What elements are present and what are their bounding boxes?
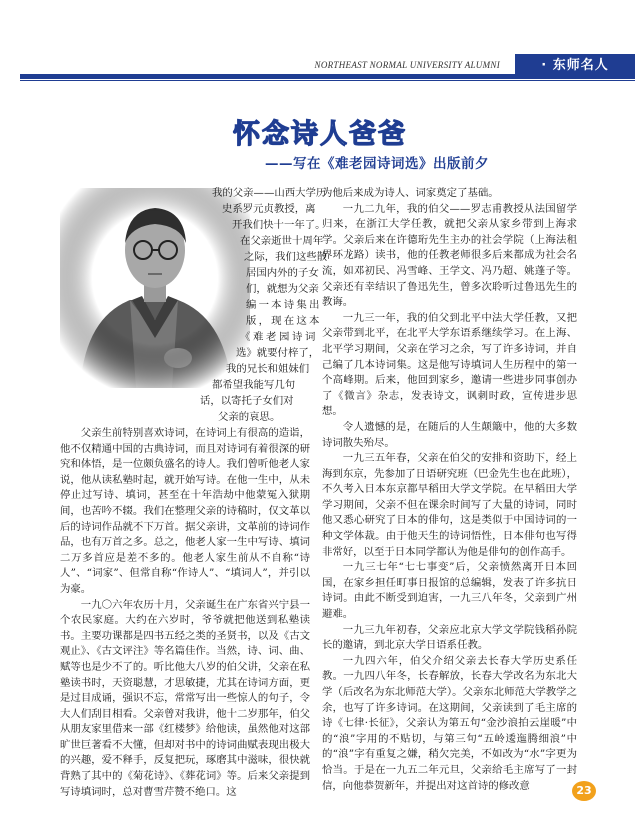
paragraph: 一九二九年，我的伯父——罗志甫教授从法国留学归来，在浙江大学任教，就把父亲从家乡带到上海求学。父亲后来在许德珩先生主办的社会学院（上海法租界环龙路）读书，他的任教老师很多后来都成为社会名流，如邓初民、冯雪峰、王学文、冯乃超、姚蓬子等。父亲还有幸结识了鲁迅先生，曾多次聆听过鲁迅先生的教诲。	[322, 202, 577, 309]
paragraph: 一九三九年初春，父亲应北京大学文学院钱稻孙院长的邀请，到北京大学日语系任教。	[322, 623, 577, 652]
intro-line: 话，以寄托子女们对	[200, 395, 294, 407]
article-title: 怀念诗人爸爸	[233, 119, 407, 150]
paragraph: 一九三一年，我的伯父到北平中法大学任教，又把父亲带到北平，在北平大学东语系继续学习。在上海、北平学习期间，父亲在学习之余，写了许多诗词，并自己编了几本诗词集。这是他写诗填词人生历程中的第一个高峰期。后来，他回到家乡，邀请一些进步同事创办了《微言》杂志，发表诗文，讽刺时政，宣传进步思想。	[322, 311, 577, 418]
paragraph: 为他后来成为诗人、词家奠定了基础。	[322, 187, 499, 199]
intro-line: 父亲的哀思。	[218, 411, 281, 423]
journal-name: NORTHEAST NORMAL UNIVERSITY ALUMNI	[314, 60, 500, 70]
intro-line: 都希望我能写几句	[212, 379, 296, 391]
portrait-photo	[60, 188, 250, 388]
paragraph: 一九〇六年农历十月，父亲诞生在广东省兴宁县一个农民家庭。大约在六岁时，爷爷就把他送到私塾读书。主要功课都是四书五经之类的圣贤书，以及《古文观止》、《古文评注》等名篇佳作。当然，诗、词、曲、赋等也是少不了的。听比他大八岁的伯父讲，父亲在私塾读书时，天资聪慧，才思敏捷，尤其在诗词方面，更是过目成诵，强识不忘，常常写出一些惊人的句子，令大人们刮目相看。父亲曾对我讲，他十二岁那年，伯父从朋友家里借来一部《红楼梦》给他读，虽然他对这部旷世巨著看不大懂，但却对书中的诗词曲赋表现出极大的兴趣，爱不释手，反复把玩，琢磨其中滋味，很快就背熟了其中的《菊花诗》、《葬花词》等。后来父亲提到写诗填词时，总对曹雪芹赞不绝口。这	[60, 598, 310, 798]
intro-line: 史系罗元贞教授，离	[222, 203, 316, 215]
column-tag: · 东师名人	[515, 54, 635, 78]
intro-line: 我的兄长和姐妹们	[226, 363, 310, 375]
paragraph: 令人遗憾的是，在随后的人生颠簸中，他的大多数诗词散失殆尽。	[322, 420, 577, 449]
portrait-photo-icon	[60, 188, 250, 388]
left-column	[60, 426, 310, 800]
intro-line: 选》就要付梓了，	[236, 347, 320, 359]
right-column	[322, 186, 577, 794]
intro-line: 开我们快十一年了。	[232, 219, 326, 231]
intro-line: 之际，我们这些散	[244, 251, 328, 263]
paragraph: 一九四六年，伯父介绍父亲去长春大学历史系任教。一九四八年冬，长春解放，长春大学改名为东北大学（后改名为东北师范大学）。父亲东北师范大学教学之余，也写了许多诗词。在这期间，父亲读到了毛主席的诗《七律·长征》，父亲认为第五句“金沙浪拍云崖暖”中的“浪”字用的不贴切，与第三句“五岭逶迤腾细浪”中的“浪”字有重复之嫌，稍欠完美，不如改为“水”字更为恰当。于是在一九五二年元旦，父亲给毛主席写了一封信，向他恭贺新年，并提出对这首诗的修改意	[322, 654, 577, 792]
header-rule-thin	[20, 80, 635, 81]
paragraph: 父亲生前特别喜欢诗词，在诗词上有很高的造诣，他不仅精通中国的古典诗词，而且对诗词有着很深的研究和体悟，是一位颇负盛名的诗人。我们曾听他老人家说，他从读私塾时起，就开始写诗。在他一生中，从未停止过写诗、填词，甚至在十年浩劫中他蒙冤入狱期间，也苦吟不辍。我们在整理父亲的诗稿时，仅文革以后的诗词作品就不下万首。据父亲讲，文革前的诗词作品，也有万首之多。总之，他老人家一生中写诗、填词二万多首应是差不多的。他老人家生前从不自称“诗人”、“词家”、但常自称“作诗人”、“填词人”，并引以为豪。	[60, 427, 310, 595]
paragraph: 一九三七年“七七事变”后，父亲愤然离开日本回国，在家乡担任町事日报馆的总编辑，发表了许多抗日诗词。由此不断受到迫害，一九三八年冬，父亲到广州避难。	[322, 561, 577, 621]
intro-line: 我的父亲——山西大学历	[212, 187, 327, 199]
page-number: 23	[572, 781, 596, 801]
intro-line: 《难老园诗词	[240, 331, 318, 343]
paragraph: 一九三五年春，父亲在伯父的安排和资助下，经上海到东京，先参加了日语研究班（巴金先生也在此班），不久考入日本东京都早稻田大学文学院。在早稻田大学学习期间，父亲不但在课余时间写了大量的诗词，同时他又悉心研究了日本的俳句，这是类似于中国诗词的一种文学体裁。由于他天生的诗词悟性，日本俳句也写得非常好，以至于日本同学都认为他是俳句的创作高手。	[322, 452, 577, 558]
intro-line: 编一本诗集出	[246, 299, 322, 311]
intro-line: 在父亲逝世十周年	[240, 235, 324, 247]
article-subtitle: ——写在《难老园诗词选》出版前夕	[265, 156, 489, 172]
intro-line: 们，就想为父亲	[246, 283, 319, 295]
intro-line: 居国内外的子女	[246, 267, 319, 279]
intro-line: 版，现在这本	[246, 315, 322, 327]
